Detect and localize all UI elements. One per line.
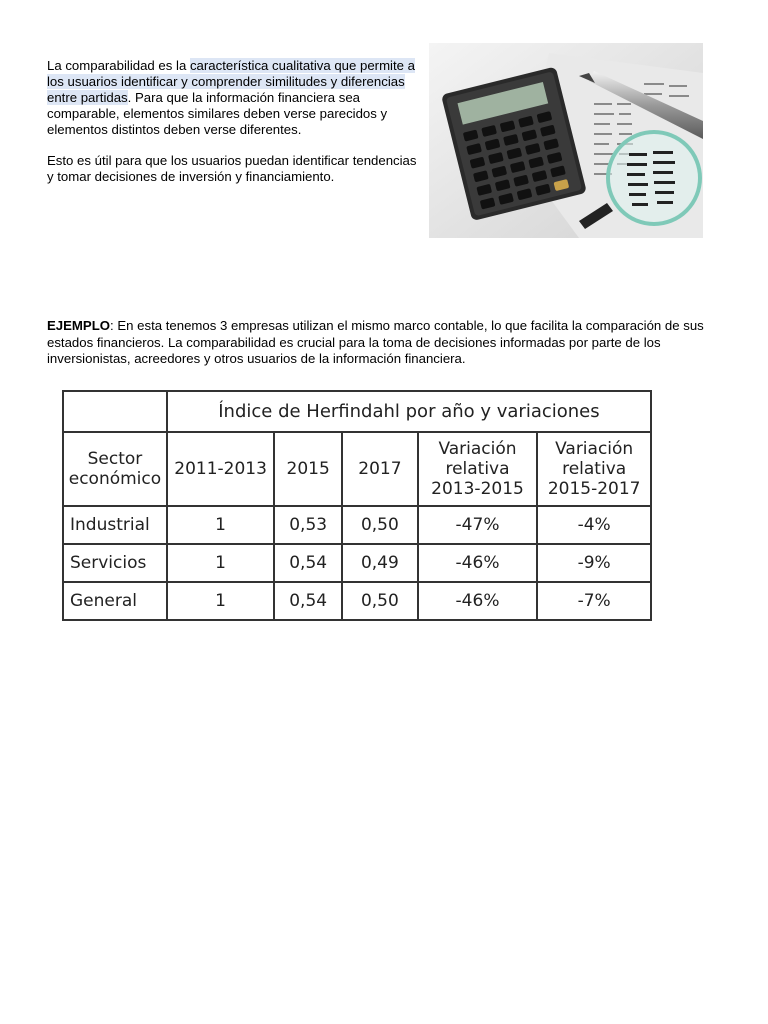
table-cell: 1	[167, 544, 274, 582]
table-title: Índice de Herfindahl por año y variaciones	[167, 391, 651, 432]
column-header: Variación relativa 2015-2017	[537, 432, 651, 506]
table-cell: 0,50	[342, 582, 418, 620]
intro-p1-end: . Para que la información financiera sea comparable, elementos similares deben verse parecidos y elementos distintos deben verse diferentes.	[47, 90, 388, 137]
column-header: Sector económico	[63, 432, 167, 506]
table-cell: 0,54	[274, 544, 342, 582]
table-cell: 0,54	[274, 582, 342, 620]
column-header: Variación relativa 2013-2015	[418, 432, 538, 506]
example-label: EJEMPLO	[47, 318, 111, 333]
table-row	[63, 544, 651, 582]
herfindahl-table	[62, 390, 652, 621]
calculator-magnifier-photo-icon	[429, 43, 703, 238]
table-row	[63, 506, 651, 544]
intro-paragraph-2: Esto es útil para que los usuarios puedan identificar tendencias y tomar decisiones de inversión y financiamiento.	[47, 153, 417, 184]
table-cell: -7%	[537, 582, 651, 620]
table-title-row	[63, 391, 651, 432]
table-cell: -47%	[418, 506, 538, 544]
table-cell: 1	[167, 582, 274, 620]
column-header: 2015	[274, 432, 342, 506]
table-cell: -46%	[418, 544, 538, 582]
table-cell: -9%	[537, 544, 651, 582]
table-cell: -46%	[418, 582, 538, 620]
sector-cell: General	[63, 582, 167, 620]
intro-text	[47, 58, 419, 185]
sector-cell: Industrial	[63, 506, 167, 544]
empty-corner-cell	[63, 391, 167, 432]
table-cell: 1	[167, 506, 274, 544]
sector-cell: Servicios	[63, 544, 167, 582]
table-header-row	[63, 432, 651, 506]
table-cell: 0,49	[342, 544, 418, 582]
intro-p1-start: La comparabilidad es la	[47, 58, 190, 73]
intro-paragraph-1	[47, 58, 419, 138]
column-header: 2011-2013	[167, 432, 274, 506]
table-row	[63, 582, 651, 620]
table-cell: 0,53	[274, 506, 342, 544]
calculator-photo	[429, 43, 703, 238]
column-header: 2017	[342, 432, 418, 506]
example-paragraph	[47, 318, 717, 368]
highlighted-text: característica cualitativa que permite a los usuarios identificar y comprender similitudes y diferencias entre partidas	[47, 58, 415, 105]
table-cell: -4%	[537, 506, 651, 544]
example-text: : En esta tenemos 3 empresas utilizan el mismo marco contable, lo que facilita la comparación de sus estados financieros. La comparabilidad es crucial para la toma de decisiones informadas por parte de los inversionistas, acreedores y otros usuarios de la información financiera.	[47, 318, 704, 366]
table-cell: 0,50	[342, 506, 418, 544]
